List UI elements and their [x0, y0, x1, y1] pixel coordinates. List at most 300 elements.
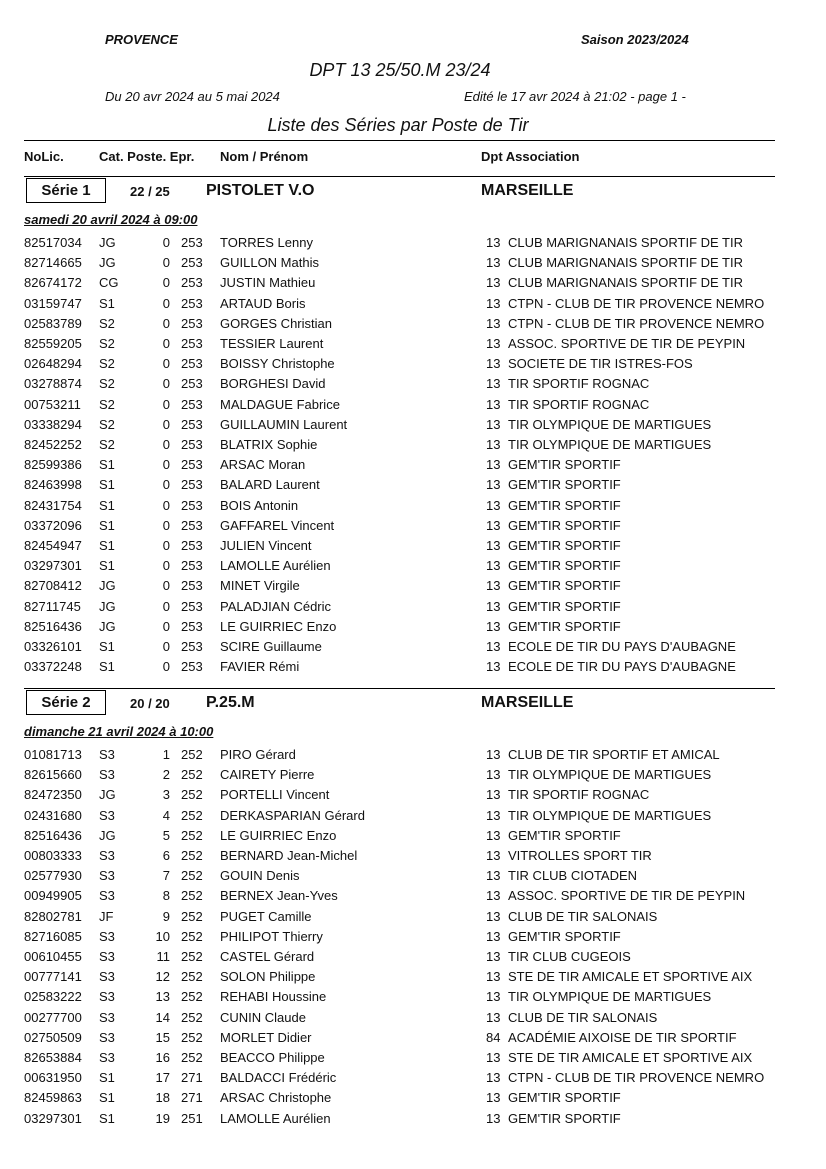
epreuve: 253 [181, 235, 203, 250]
epreuve: 252 [181, 949, 203, 964]
departement: 13 [486, 949, 501, 964]
association: ACADÉMIE AIXOISE DE TIR SPORTIF [508, 1029, 737, 1045]
epreuve: 253 [181, 578, 203, 594]
epreuve: 253 [181, 255, 203, 271]
departement: 13 [486, 969, 501, 985]
association: ASSOC. SPORTIVE DE TIR DE PEYPIN [508, 888, 746, 904]
epreuve: 253 [181, 396, 203, 412]
category: S1 [99, 1070, 115, 1086]
table-row [0, 374, 826, 394]
association: TIR OLYMPIQUE DE MARTIGUES [508, 767, 712, 783]
table-row [0, 536, 826, 556]
category: JG [99, 235, 116, 250]
association: GEM'TIR SPORTIF [508, 1110, 621, 1126]
association: VITROLLES SPORT TIR [508, 848, 652, 863]
table-row [0, 475, 826, 495]
epreuve: 253 [181, 437, 203, 452]
table-row [0, 273, 826, 293]
epreuve: 253 [181, 275, 203, 291]
table-row [0, 1028, 826, 1048]
poste: 0 [162, 618, 170, 634]
epreuve: 253 [181, 376, 203, 392]
association: STE DE TIR AMICALE ET SPORTIVE AIX [508, 969, 753, 985]
license-number: 02431680 [24, 807, 82, 823]
departement: 13 [486, 295, 501, 311]
departement: 13 [486, 787, 501, 803]
table-row [0, 576, 826, 596]
departement: 13 [486, 888, 501, 904]
epreuve: 253 [181, 315, 203, 331]
association: STE DE TIR AMICALE ET SPORTIVE AIX [508, 1050, 753, 1065]
shooter-name: MINET Virgile [220, 578, 300, 594]
document-title: DPT 13 25/50.M 23/24 [309, 60, 491, 80]
table-row [0, 637, 826, 657]
association: GEM'TIR SPORTIF [508, 1090, 621, 1106]
table-row [0, 294, 826, 314]
poste: 7 [162, 868, 170, 884]
epreuve: 253 [181, 457, 203, 473]
shooter-name: DERKASPARIAN Gérard [220, 807, 365, 823]
poste: 0 [162, 275, 170, 291]
poste: 0 [162, 416, 170, 432]
license-number: 82714665 [24, 255, 82, 271]
departement: 13 [486, 477, 501, 493]
shooter-name: GUILLON Mathis [220, 255, 319, 271]
serie-2-divider [24, 688, 775, 689]
departement: 13 [486, 1090, 501, 1106]
license-number: 02648294 [24, 356, 82, 372]
association: CLUB DE TIR SALONAIS [508, 908, 658, 924]
category: S2 [99, 356, 115, 372]
association: GEM'TIR SPORTIF [508, 558, 621, 574]
category: S3 [99, 747, 115, 762]
epreuve: 253 [181, 497, 203, 513]
shooter-name: BERNARD Jean-Michel [220, 848, 358, 863]
shooter-name: BALDACCI Frédéric [220, 1070, 337, 1086]
epreuve: 253 [181, 477, 203, 493]
departement: 13 [486, 336, 501, 351]
table-row [0, 435, 826, 455]
category: S1 [99, 497, 115, 513]
table-row [0, 334, 826, 354]
category: S1 [99, 1090, 115, 1106]
departement: 13 [486, 639, 501, 654]
departement: 13 [486, 578, 501, 594]
license-number: 00777141 [24, 969, 82, 985]
table-row [0, 556, 826, 576]
association: GEM'TIR SPORTIF [508, 538, 621, 553]
departement: 13 [486, 767, 501, 783]
association: GEM'TIR SPORTIF [508, 497, 621, 513]
category: S3 [99, 949, 115, 964]
license-number: 82708412 [24, 578, 82, 594]
departement: 13 [486, 497, 501, 513]
shooter-name: PIRO Gérard [220, 747, 296, 762]
association: CTPN - CLUB DE TIR PROVENCE NEMRO [508, 295, 765, 311]
epreuve: 253 [181, 517, 203, 533]
license-number: 82559205 [24, 336, 82, 351]
epreuve: 253 [181, 356, 203, 372]
departement: 13 [486, 538, 501, 553]
license-number: 03372096 [24, 517, 82, 533]
association: GEM'TIR SPORTIF [508, 578, 621, 594]
departement: 13 [486, 356, 501, 372]
shooter-name: ARSAC Moran [220, 457, 306, 473]
shooter-name: BERNEX Jean-Yves [220, 888, 338, 904]
shooter-name: LAMOLLE Aurélien [220, 1110, 331, 1126]
category: S2 [99, 437, 115, 452]
association: GEM'TIR SPORTIF [508, 928, 621, 944]
table-row [0, 886, 826, 906]
departement: 13 [486, 1050, 501, 1065]
poste: 0 [162, 578, 170, 594]
poste: 2 [162, 767, 170, 783]
category: S2 [99, 376, 115, 392]
category: S1 [99, 1110, 115, 1126]
epreuve: 253 [181, 538, 203, 553]
category: S1 [99, 457, 115, 473]
departement: 13 [486, 848, 501, 863]
departement: 13 [486, 1110, 501, 1126]
association: TIR OLYMPIQUE DE MARTIGUES [508, 807, 712, 823]
epreuve: 253 [181, 416, 203, 432]
table-row [0, 907, 826, 927]
poste: 19 [155, 1110, 170, 1126]
serie-2-session: dimanche 21 avril 2024 à 10:00 [24, 724, 214, 739]
shooter-name: LE GUIRRIEC Enzo [220, 827, 337, 843]
shooter-name: BEACCO Philippe [220, 1050, 325, 1065]
table-row [0, 967, 826, 987]
table-row [0, 1088, 826, 1108]
association: TIR CLUB CUGEOIS [508, 949, 631, 964]
epreuve: 252 [181, 868, 203, 884]
serie-2-discipline: P.25.M [206, 694, 255, 711]
epreuve: 252 [181, 908, 203, 924]
departement: 13 [486, 827, 501, 843]
category: S3 [99, 1050, 115, 1065]
departement: 13 [486, 1009, 501, 1025]
association: TIR CLUB CIOTADEN [508, 868, 638, 884]
association: TIR SPORTIF ROGNAC [508, 396, 650, 412]
epreuve: 253 [181, 295, 203, 311]
poste: 17 [155, 1070, 170, 1086]
category: S1 [99, 659, 115, 675]
association: TIR OLYMPIQUE DE MARTIGUES [508, 437, 712, 452]
category: S1 [99, 538, 115, 553]
table-row [0, 253, 826, 273]
departement: 13 [486, 618, 501, 634]
table-row [0, 927, 826, 947]
license-number: 03278874 [24, 376, 82, 392]
poste: 5 [162, 827, 170, 843]
poste: 0 [162, 315, 170, 331]
association: TIR OLYMPIQUE DE MARTIGUES [508, 989, 712, 1005]
license-number: 82599386 [24, 457, 82, 473]
license-number: 03372248 [24, 659, 82, 675]
table-row [0, 597, 826, 617]
epreuve: 252 [181, 747, 203, 762]
license-number: 02583789 [24, 315, 82, 331]
departement: 13 [486, 376, 501, 392]
departement: 13 [486, 659, 501, 675]
epreuve: 252 [181, 888, 203, 904]
epreuve: 252 [181, 969, 203, 985]
category: JG [99, 827, 116, 843]
table-row [0, 354, 826, 374]
poste: 3 [162, 787, 170, 803]
license-number: 82674172 [24, 275, 82, 291]
shooter-name: LAMOLLE Aurélien [220, 558, 331, 574]
shooter-name: FAVIER Rémi [220, 659, 300, 675]
license-number: 02583222 [24, 989, 82, 1005]
category: S3 [99, 807, 115, 823]
association: CTPN - CLUB DE TIR PROVENCE NEMRO [508, 1070, 765, 1086]
poste: 18 [155, 1090, 170, 1106]
departement: 13 [486, 747, 501, 762]
license-number: 03326101 [24, 639, 82, 654]
epreuve: 253 [181, 618, 203, 634]
table-row [0, 745, 826, 765]
table-row [0, 496, 826, 516]
table-row [0, 415, 826, 435]
epreuve: 271 [181, 1090, 203, 1106]
departement: 13 [486, 558, 501, 574]
category: S3 [99, 888, 115, 904]
category: S3 [99, 989, 115, 1005]
shooter-name: JULIEN Vincent [220, 538, 312, 553]
category: S1 [99, 558, 115, 574]
association: CLUB MARIGNANAIS SPORTIF DE TIR [508, 235, 744, 250]
license-number: 82802781 [24, 908, 82, 924]
shooter-name: BOISSY Christophe [220, 356, 335, 372]
poste: 13 [155, 989, 170, 1005]
category: S1 [99, 295, 115, 311]
license-number: 03297301 [24, 1110, 82, 1126]
association: GEM'TIR SPORTIF [508, 457, 621, 473]
table-row [0, 1068, 826, 1088]
association: CLUB MARIGNANAIS SPORTIF DE TIR [508, 275, 744, 291]
association: SOCIETE DE TIR ISTRES-FOS [508, 356, 693, 372]
serie-1-count: 22 / 25 [130, 184, 170, 199]
table-row [0, 617, 826, 637]
poste: 0 [162, 437, 170, 452]
departement: 13 [486, 989, 501, 1005]
poste: 0 [162, 255, 170, 271]
license-number: 82463998 [24, 477, 82, 493]
poste: 0 [162, 598, 170, 614]
license-number: 00949905 [24, 888, 82, 904]
license-number: 82516436 [24, 618, 82, 634]
table-row [0, 455, 826, 475]
license-number: 82516436 [24, 827, 82, 843]
table-row [0, 947, 826, 967]
serie-1-city: MARSEILLE [481, 182, 574, 199]
departement: 13 [486, 255, 501, 271]
shooter-name: REHABI Houssine [220, 989, 327, 1005]
shooter-name: PUGET Camille [220, 908, 312, 924]
shooter-name: BOIS Antonin [220, 497, 299, 513]
table-row [0, 866, 826, 886]
poste: 0 [162, 235, 170, 250]
table-row [0, 987, 826, 1007]
poste: 0 [162, 477, 170, 493]
document-subtitle: Liste des Séries par Poste de Tir [267, 115, 529, 135]
departement: 13 [486, 908, 501, 924]
license-number: 82431754 [24, 497, 82, 513]
shooter-name: BLATRIX Sophie [220, 437, 318, 452]
departement: 13 [486, 457, 501, 473]
poste: 6 [162, 848, 170, 863]
departement: 13 [486, 1070, 501, 1086]
epreuve: 252 [181, 848, 203, 863]
table-row [0, 846, 826, 866]
category: S2 [99, 416, 115, 432]
category: S2 [99, 315, 115, 331]
epreuve: 252 [181, 989, 203, 1005]
shooter-name: GOUIN Denis [220, 868, 300, 884]
poste: 8 [162, 888, 170, 904]
epreuve: 251 [181, 1110, 203, 1126]
table-row [0, 657, 826, 677]
edition-info: Edité le 17 avr 2024 à 21:02 - page 1 - [464, 89, 686, 104]
shooter-name: CASTEL Gérard [220, 949, 315, 964]
table-row [0, 1048, 826, 1068]
license-number: 03297301 [24, 558, 82, 574]
table-row [0, 395, 826, 415]
license-number: 82452252 [24, 437, 82, 452]
category: S3 [99, 767, 115, 783]
shooter-name: GORGES Christian [220, 315, 332, 331]
table-row [0, 826, 826, 846]
serie-2-city: MARSEILLE [481, 694, 574, 711]
column-header-name: Nom / Prénom [220, 149, 309, 164]
poste: 0 [162, 538, 170, 553]
epreuve: 253 [181, 639, 203, 654]
category: JF [99, 908, 114, 924]
category: S3 [99, 848, 115, 863]
poste: 12 [155, 969, 170, 985]
shooter-name: PHILIPOT Thierry [220, 928, 323, 944]
shooter-name: BALARD Laurent [220, 477, 320, 493]
departement: 13 [486, 416, 501, 432]
season-label: Saison 2023/2024 [581, 32, 689, 47]
serie-1-divider [24, 176, 775, 177]
association: TIR SPORTIF ROGNAC [508, 376, 650, 392]
shooter-name: SOLON Philippe [220, 969, 316, 985]
table-row [0, 765, 826, 785]
poste: 0 [162, 376, 170, 392]
license-number: 00803333 [24, 848, 82, 863]
category: S2 [99, 336, 115, 351]
table-row [0, 314, 826, 334]
poste: 0 [162, 356, 170, 372]
category: S3 [99, 1029, 115, 1045]
poste: 0 [162, 517, 170, 533]
epreuve: 252 [181, 827, 203, 843]
departement: 84 [486, 1029, 501, 1045]
epreuve: 252 [181, 787, 203, 803]
shooter-name: TORRES Lenny [220, 235, 313, 250]
license-number: 82459863 [24, 1090, 82, 1106]
poste: 0 [162, 336, 170, 351]
epreuve: 252 [181, 1050, 203, 1065]
license-number: 03338294 [24, 416, 82, 432]
epreuve: 271 [181, 1070, 203, 1086]
epreuve: 252 [181, 807, 203, 823]
shooter-name: PALADJIAN Cédric [220, 598, 332, 614]
poste: 10 [155, 928, 170, 944]
category: S2 [99, 396, 115, 412]
association: TIR OLYMPIQUE DE MARTIGUES [508, 416, 712, 432]
departement: 13 [486, 517, 501, 533]
shooter-name: GAFFAREL Vincent [220, 517, 335, 533]
departement: 13 [486, 396, 501, 412]
license-number: 00631950 [24, 1070, 82, 1086]
departement: 13 [486, 598, 501, 614]
association: CTPN - CLUB DE TIR PROVENCE NEMRO [508, 315, 765, 331]
departement: 13 [486, 235, 501, 250]
license-number: 82517034 [24, 235, 82, 250]
license-number: 02577930 [24, 868, 82, 884]
poste: 15 [155, 1029, 170, 1045]
shooter-name: BORGHESI David [220, 376, 326, 392]
column-header-cat-poste-epr: Cat. Poste. Epr. [99, 149, 195, 164]
poste: 0 [162, 659, 170, 675]
shooter-name: MORLET Didier [220, 1029, 312, 1045]
association: GEM'TIR SPORTIF [508, 477, 621, 493]
epreuve: 253 [181, 558, 203, 574]
table-row [0, 785, 826, 805]
association: GEM'TIR SPORTIF [508, 827, 621, 843]
category: JG [99, 578, 116, 594]
license-number: 00277700 [24, 1009, 82, 1025]
epreuve: 253 [181, 598, 203, 614]
category: S1 [99, 517, 115, 533]
region-label: PROVENCE [105, 32, 178, 47]
epreuve: 252 [181, 1029, 203, 1045]
license-number: 03159747 [24, 295, 82, 311]
epreuve: 252 [181, 928, 203, 944]
category: S1 [99, 477, 115, 493]
departement: 13 [486, 437, 501, 452]
departement: 13 [486, 315, 501, 331]
license-number: 82615660 [24, 767, 82, 783]
category: JG [99, 787, 116, 803]
serie-1-session: samedi 20 avril 2024 à 09:00 [24, 212, 198, 227]
departement: 13 [486, 868, 501, 884]
shooter-name: ARTAUD Boris [220, 295, 306, 311]
date-range: Du 20 avr 2024 au 5 mai 2024 [105, 89, 280, 104]
association: CLUB DE TIR SALONAIS [508, 1009, 658, 1025]
poste: 14 [155, 1009, 170, 1025]
license-number: 82472350 [24, 787, 82, 803]
table-row [0, 1109, 826, 1129]
epreuve: 253 [181, 336, 203, 351]
shooter-name: TESSIER Laurent [220, 336, 324, 351]
table-row [0, 516, 826, 536]
association: GEM'TIR SPORTIF [508, 517, 621, 533]
shooter-name: GUILLAUMIN Laurent [220, 416, 348, 432]
shooter-name: CUNIN Claude [220, 1009, 306, 1025]
association: TIR SPORTIF ROGNAC [508, 787, 650, 803]
epreuve: 252 [181, 767, 203, 783]
shooter-name: PORTELLI Vincent [220, 787, 330, 803]
column-header-nolic: NoLic. [24, 149, 64, 164]
epreuve: 252 [181, 1009, 203, 1025]
association: GEM'TIR SPORTIF [508, 598, 621, 614]
association: ASSOC. SPORTIVE DE TIR DE PEYPIN [508, 336, 746, 351]
serie-2-count: 20 / 20 [130, 696, 170, 711]
